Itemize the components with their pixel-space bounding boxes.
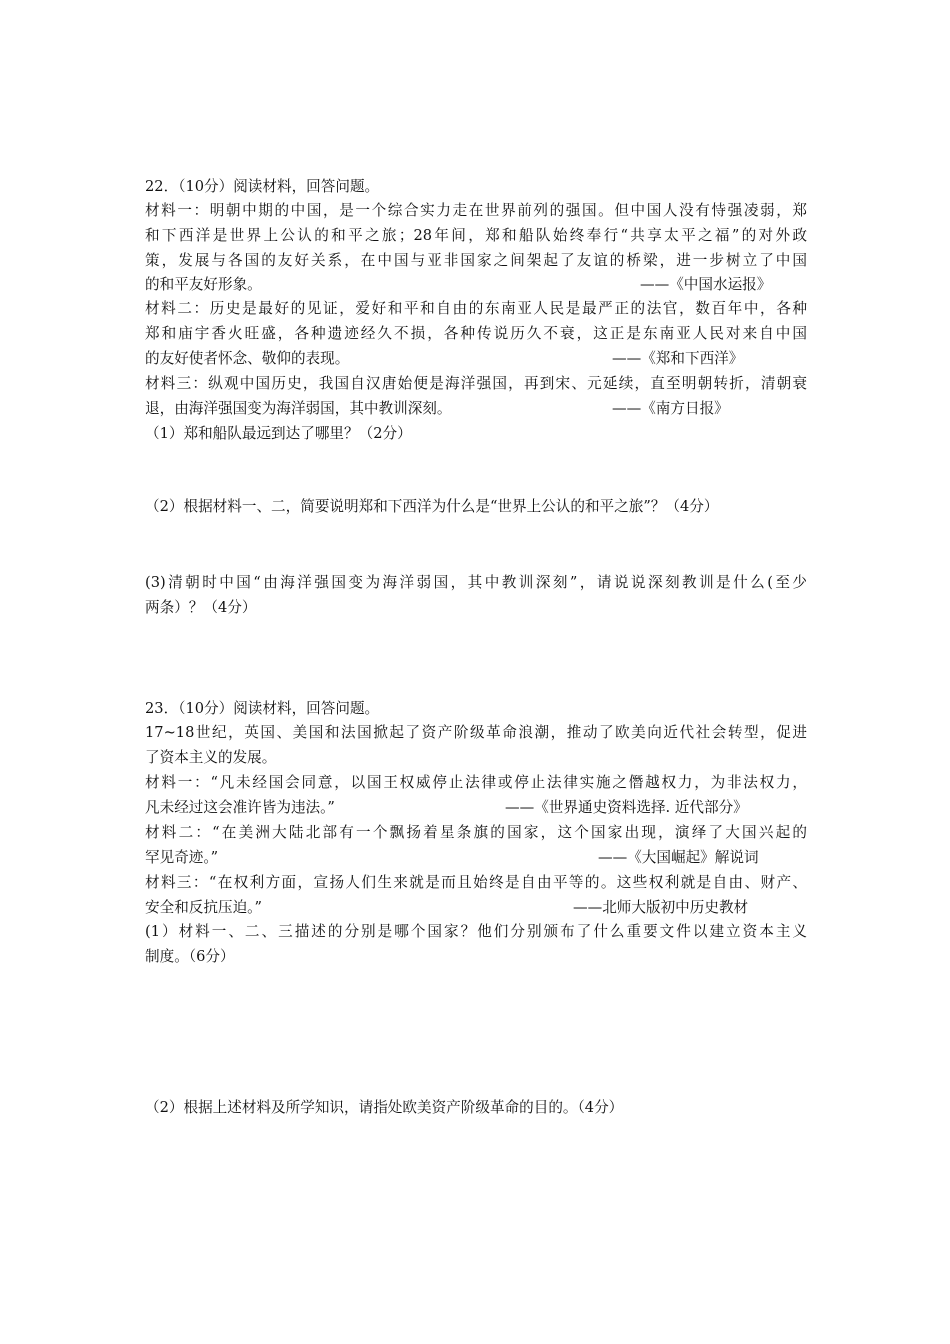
q22-material2-source: ——《郑和下西洋》 <box>612 350 744 367</box>
q22-subquestion1: （1）郑和船队最远到达了哪里？（2分） <box>145 425 412 442</box>
q22-material3-line1: 材料三：纵观中国历史，我国自汉唐始便是海洋强国，再到宋、元延续，直至明朝转折，清朝衰 <box>145 375 807 392</box>
q23-material3-line2: 安全和反抗压迫。” <box>145 899 262 916</box>
q22-title: 22．（10分）阅读材料，回答问题。 <box>145 178 380 195</box>
q23-intro-line2: 了资本主义的发展。 <box>145 749 277 766</box>
q23-material3-line1: 材料三：“在权利方面，宣扬人们生来就是而且始终是自由平等的。这些权利就是自由、财产、 <box>145 874 807 891</box>
q22-material2-line3: 的友好使者怀念、敬仰的表现。 <box>145 350 350 367</box>
q22-material2-line2: 郑和庙宇香火旺盛，各种遗迹经久不损，各种传说历久不衰，这正是东南亚人民对来自中国 <box>145 325 807 342</box>
q23-subquestion1-line2: 制度。（6分） <box>145 948 235 965</box>
q23-subquestion1-line1: (1）材料一、二、三描述的分别是哪个国家？他们分别颁布了什么重要文件以建立资本主义 <box>145 923 807 940</box>
q23-title: 23．（10分）阅读材料，回答问题。 <box>145 700 380 717</box>
q22-subquestion3-line1: (3)清朝时中国“由海洋强国变为海洋弱国，其中教训深刻”，请说说深刻教训是什么(至少 <box>145 574 807 591</box>
q22-material2-line1: 材料二：历史是最好的见证，爱好和平和自由的东南亚人民是最严正的法官，数百年中，各种 <box>145 300 807 317</box>
q23-material2-source: ——《大国崛起》解说词 <box>598 849 759 866</box>
q22-material1-line1: 材料一：明朝中期的中国，是一个综合实力走在世界前列的强国。但中国人没有恃强凌弱，郑 <box>145 202 807 219</box>
q23-material1-line1: 材料一：“凡未经国会同意，以国王权威停止法律或停止法律实施之僭越权力，为非法权力， <box>145 774 807 791</box>
q23-material1-source: ——《世界通史资料选择. 近代部分》 <box>505 799 748 816</box>
q23-intro-line1: 17~18世纪，英国、美国和法国掀起了资产阶级革命浪潮，推动了欧美向近代社会转型，促进 <box>145 724 807 741</box>
q22-material3-source: ——《南方日报》 <box>612 400 729 417</box>
q22-material1-line2: 和下西洋是世界上公认的和平之旅；28年间，郑和船队始终奉行“共享太平之福”的对外政 <box>145 227 807 244</box>
q23-material3-source: ——北师大版初中历史教材 <box>573 899 749 916</box>
q23-material1-line2: 凡未经过这会准许皆为违法。” <box>145 799 335 816</box>
q22-material1-line3: 策，发展与各国的友好关系，在中国与亚非国家之间架起了友谊的桥梁，进一步树立了中国 <box>145 252 807 269</box>
q22-subquestion3-line2: 两条）？（4分） <box>145 599 257 616</box>
q22-subquestion2: （2）根据材料一、二，简要说明郑和下西洋为什么是“世界上公认的和平之旅”？（4分） <box>145 498 719 515</box>
q23-subquestion2: （2）根据上述材料及所学知识，请指处欧美资产阶级革命的目的。（4分） <box>145 1099 624 1116</box>
q22-material3-line2: 退，由海洋强国变为海洋弱国，其中教训深刻。 <box>145 400 452 417</box>
q23-material2-line1: 材料二：“在美洲大陆北部有一个飘扬着星条旗的国家，这个国家出现，演绎了大国兴起的 <box>145 824 807 841</box>
q22-material1-line4: 的和平友好形象。 <box>145 276 262 293</box>
q22-material1-source: ——《中国水运报》 <box>640 276 772 293</box>
q23-material2-line2: 罕见奇迹。” <box>145 849 219 866</box>
